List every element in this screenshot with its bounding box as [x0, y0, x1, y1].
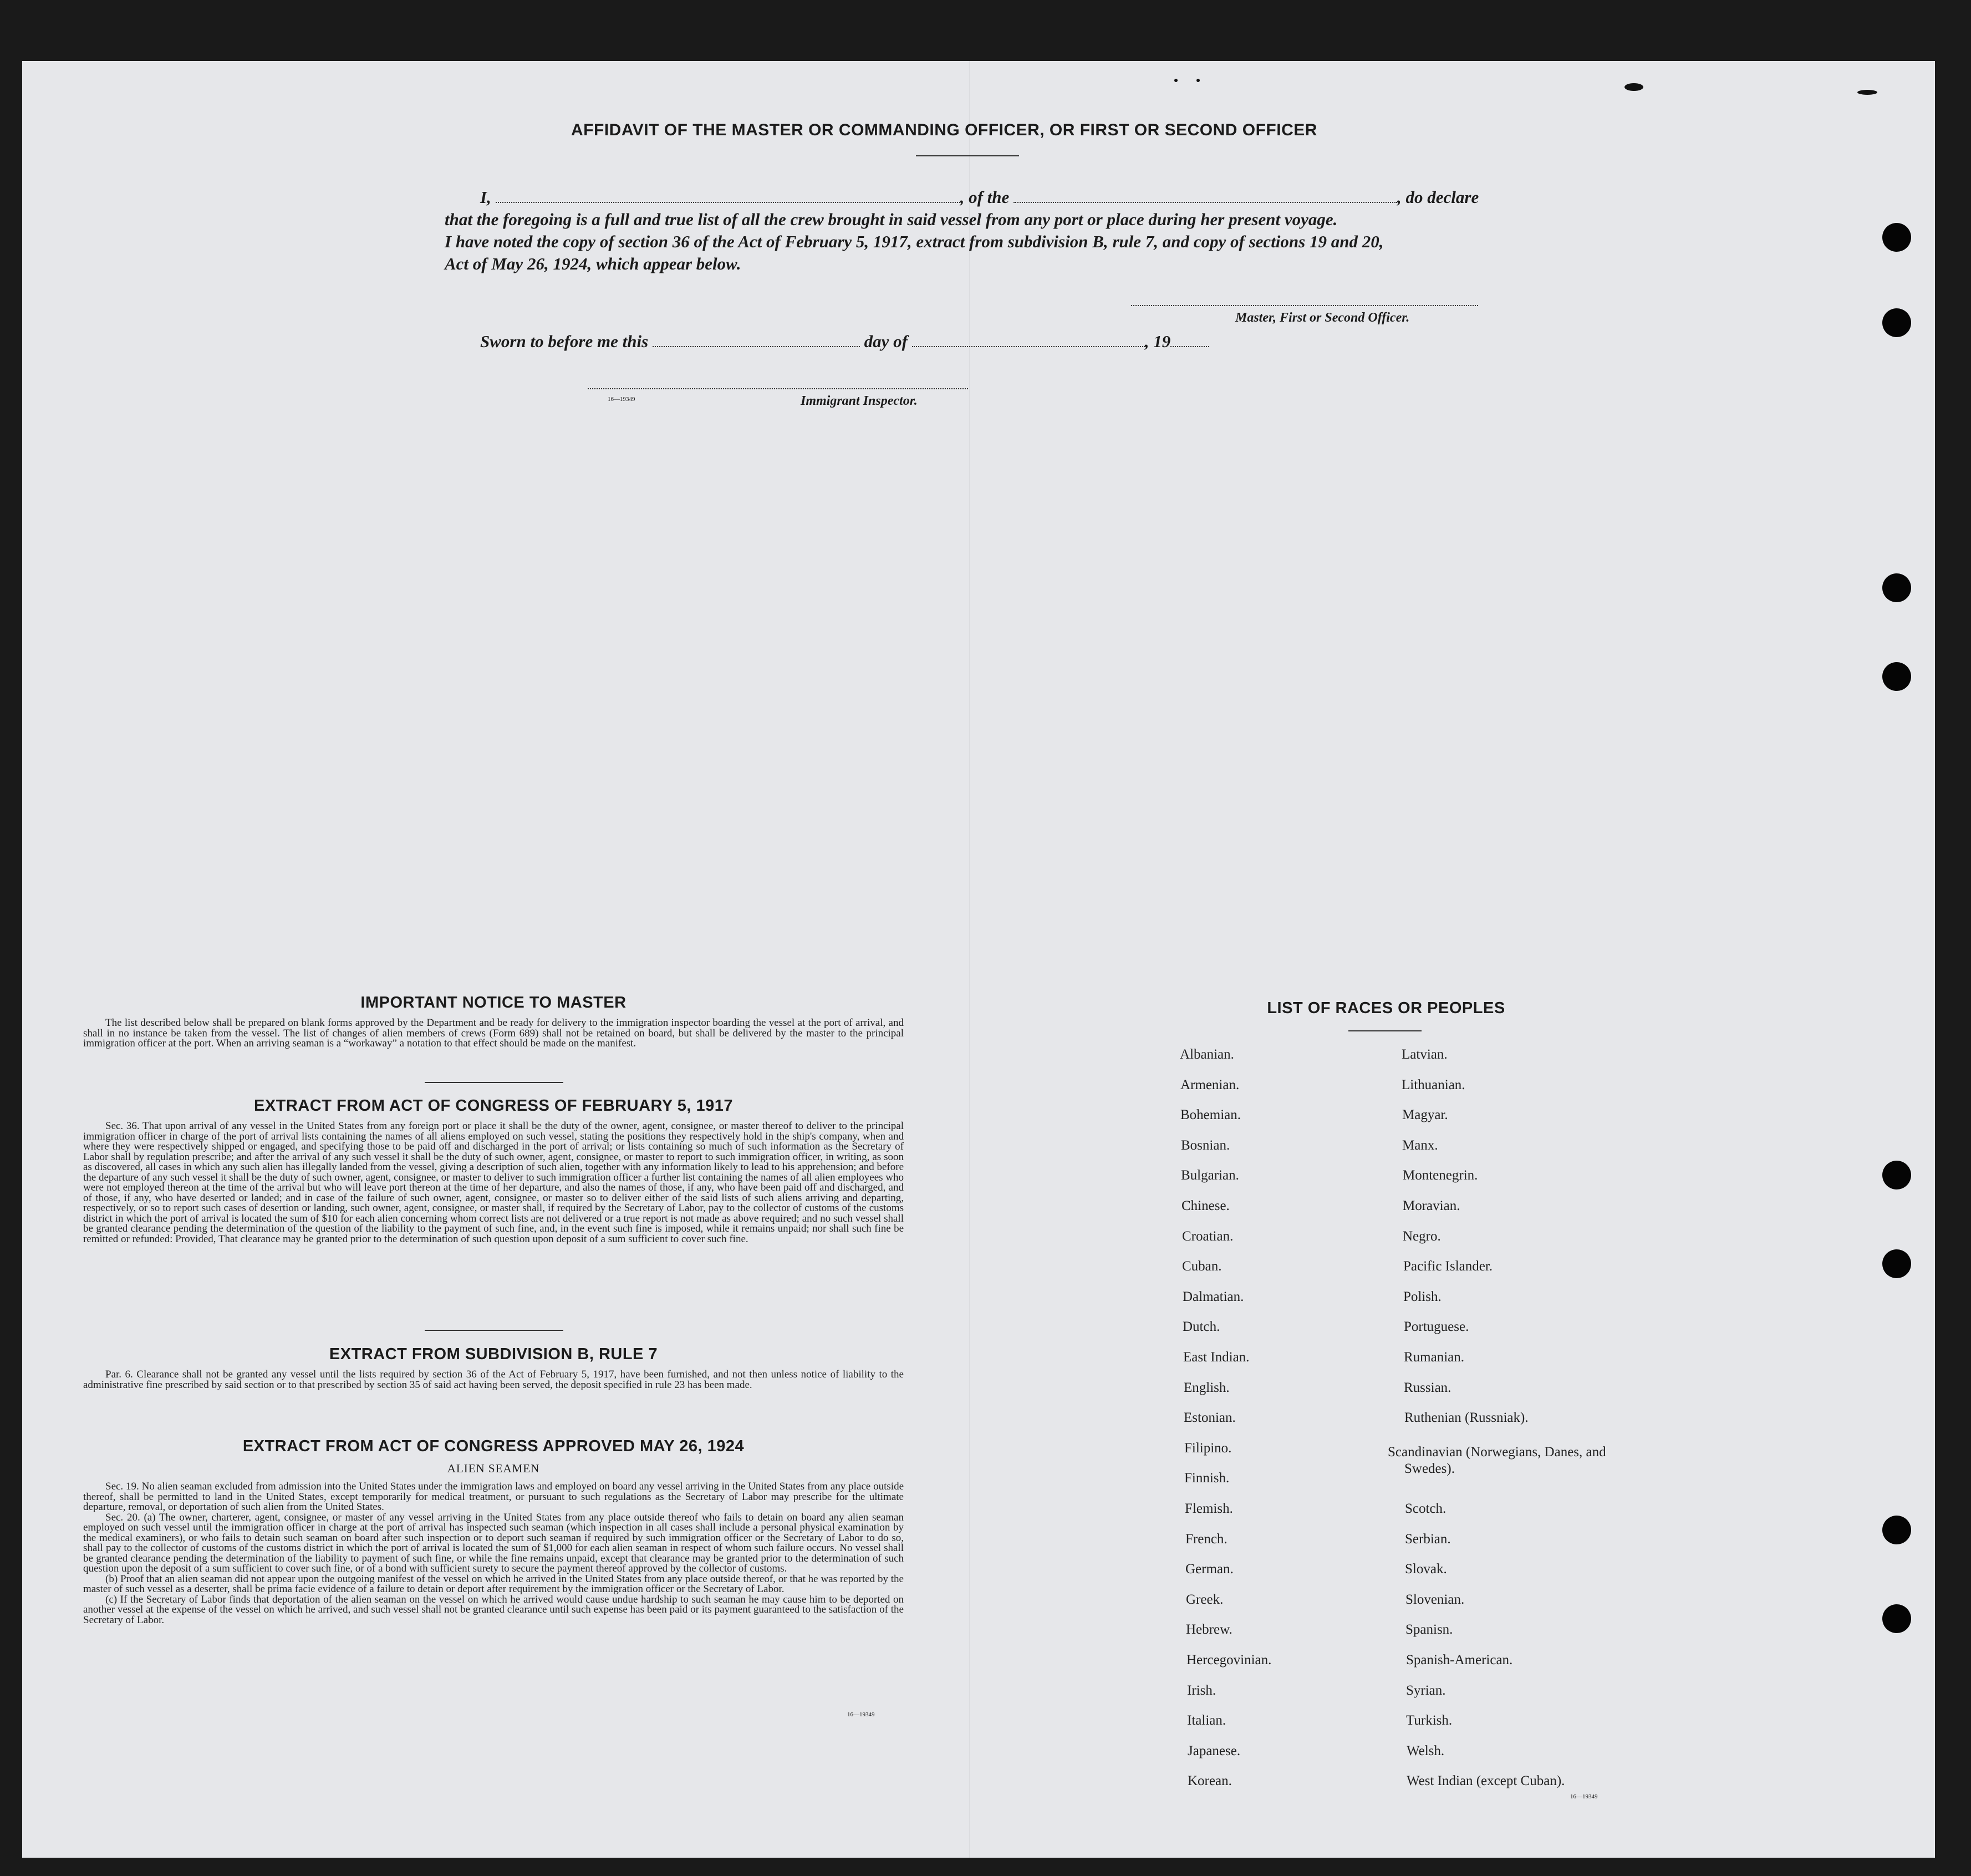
sworn-line — [480, 332, 1209, 352]
race-item: Dalmatian. — [1183, 1289, 1244, 1304]
punch-hole — [1882, 1161, 1911, 1189]
race-item: Irish. — [1187, 1683, 1216, 1698]
punch-hole — [1882, 308, 1911, 337]
divider — [425, 1330, 563, 1331]
affidavit-line-3: I have noted the copy of section 36 of the Act of February 5, 1917, extract from subdivision B, rule 7, and copy of sections 19 and 20, — [445, 232, 1384, 251]
notice-text — [83, 1018, 904, 1049]
section-20a-paragraph: Sec. 20. (a) The owner, charterer, agent, consignee, or master of any vessel arriving in the United States from any place outside thereof who fails to detain on board any alien seaman employed on such vessel until the immigration officer in charge at the port of arrival has inspected such seaman (which inspection in all cases shall include a personal physical examination by the medical examiners), or who fails to detain such seaman on board after such inspection or to deport such seaman if required by such immigration officer or the Secretary of Labor to do so, shall pay to the collector of customs of the customs district in which the port of arrival is located the sum of $1,000 for each alien seaman in respect of whom such failure occurs. No vessel shall be granted clearance pending the determination of the liability to payment of such fine, or while the fine remains unpaid, except that clearance may be granted prior to the determination of such question upon the deposit of a sum sufficient to cover such fine, or of a bond with sufficient surety to secure the payment thereof approved by the collector of customs. — [83, 1511, 904, 1574]
race-item: Hercegovinian. — [1186, 1653, 1272, 1667]
race-item: Negro. — [1403, 1229, 1441, 1244]
race-item: Ruthenian (Russniak). — [1404, 1410, 1529, 1425]
affidavit-line-4: Act of May 26, 1924, which appear below. — [445, 254, 741, 273]
race-item: Polish. — [1403, 1289, 1442, 1304]
race-item: Japanese. — [1188, 1743, 1241, 1758]
race-item: Welsh. — [1407, 1743, 1445, 1758]
race-item: Portuguese. — [1404, 1319, 1469, 1334]
race-item: Bosnian. — [1181, 1138, 1230, 1153]
section-20b-paragraph: (b) Proof that an alien seaman did not appear upon the outgoing manifest of the vessel on which he arrived in the United States from any place outside thereof, or that he was reported by the master of such vessel as a deserter, shall be prima facie evidence of a failure to detain or deport after requirement by the immigration officer or the Secretary of Labor. — [83, 1573, 904, 1595]
race-item: Finnish. — [1184, 1471, 1230, 1486]
sworn-year: , 19 — [1144, 332, 1171, 351]
section-19-paragraph: Sec. 19. No alien seaman excluded from admission into the United States under the immigration laws and employed on board any vessel arriving in the United States from any place outside thereof, shall be permitted to land in the United States, except temporarily for medical treatment, or pursuant to such regulations as the Secretary of Labor may prescribe for the ultimate departure, removal, or deportation of such alien from the United States. — [83, 1481, 904, 1513]
punch-hole — [1882, 1604, 1911, 1633]
race-item: Lithuanian. — [1402, 1077, 1465, 1092]
inspector-signature-line[interactable] — [588, 388, 968, 389]
affidavit-line1-mid: , of the — [960, 187, 1010, 207]
race-item: Moravian. — [1403, 1198, 1460, 1213]
affidavit-line-2: that the foregoing is a full and true list of all the crew brought in said vessel from any port or place during her present voyage. — [445, 210, 1338, 229]
master-signature-label: Master, First or Second Officer. — [1235, 311, 1410, 325]
vessel-blank[interactable] — [1013, 197, 1397, 203]
race-item: Bohemian. — [1180, 1107, 1241, 1122]
race-item: Serbian. — [1405, 1532, 1451, 1547]
divider — [425, 1082, 563, 1083]
rule7-title: EXTRACT FROM SUBDIVISION B, RULE 7 — [329, 1345, 658, 1363]
race-item: Latvian. — [1402, 1047, 1448, 1062]
title-divider — [916, 155, 1019, 156]
extract-1924-text — [83, 1482, 904, 1625]
race-item: Italian. — [1187, 1713, 1226, 1728]
name-blank[interactable] — [496, 197, 960, 203]
punch-hole — [1882, 573, 1911, 602]
sworn-day-blank[interactable] — [653, 342, 860, 347]
race-item: Pacific Islander. — [1403, 1259, 1493, 1274]
affidavit-line-1 — [480, 187, 1479, 207]
extract-1917-text — [83, 1121, 904, 1244]
form-number-top: 16—19349 — [608, 396, 635, 403]
race-item: German. — [1185, 1562, 1234, 1577]
race-item: Slovak. — [1405, 1562, 1447, 1577]
race-item: Montenegrin. — [1403, 1168, 1478, 1183]
extract-1917-title: EXTRACT FROM ACT OF CONGRESS OF FEBRUARY 5, 1917 — [253, 1097, 734, 1115]
race-item: Hebrew. — [1186, 1622, 1232, 1637]
punch-hole — [1882, 1516, 1911, 1544]
page-fold — [969, 61, 970, 1858]
race-item: Syrian. — [1406, 1683, 1446, 1698]
race-item: Flemish. — [1185, 1501, 1233, 1516]
ink-speck — [1196, 79, 1200, 82]
par6-paragraph: Par. 6. Clearance shall not be granted any vessel until the lists required by section 36 of the Act of February 5, 1917, have been furnished, and not then unless notice of liability to the administrative fine prescribed by said section or to that prescribed by section 35 of said act having been served, the deposit specified in rule 23 has been made. — [83, 1369, 904, 1391]
race-item: Bulgarian. — [1181, 1168, 1239, 1183]
extract-1924-title: EXTRACT FROM ACT OF CONGRESS APPROVED MAY 26, 1924 — [242, 1437, 745, 1455]
alien-seamen-subtitle: ALIEN SEAMEN — [447, 1462, 540, 1475]
sworn-year-blank[interactable] — [1170, 342, 1209, 347]
race-item: East Indian. — [1183, 1350, 1250, 1365]
punch-hole — [1882, 223, 1911, 252]
inspector-label: Immigrant Inspector. — [801, 394, 918, 408]
race-item: Dutch. — [1183, 1319, 1220, 1334]
race-item: Chinese. — [1181, 1198, 1230, 1213]
race-item: Cuban. — [1182, 1259, 1222, 1274]
race-item: Albanian. — [1180, 1047, 1234, 1062]
race-item: Armenian. — [1180, 1077, 1240, 1092]
race-item: Estonian. — [1184, 1410, 1236, 1425]
race-item: Croatian. — [1182, 1229, 1234, 1244]
race-item: Spanisn. — [1405, 1622, 1453, 1637]
ink-speck — [1857, 90, 1877, 95]
notice-paragraph: The list described below shall be prepared on blank forms approved by the Department and be ready for delivery to the immigration inspector boarding the vessel at the port of arrival, and shall in no instance be taken from the vessel. The list of changes of alien members of crews (Form 689) shall not be retained on board, but shall be delivered by the master to the principal immigration officer at the port. When an arriving seaman is a “workaway” a notation to that effect should be made on the manifest. — [83, 1017, 904, 1049]
section-20c-paragraph: (c) If the Secretary of Labor finds that deportation of the alien seaman on the vessel on which he arrived would cause undue hardship to such seaman he may cause him to be deported on another vessel at the expense of the vessel on which he arrived, and such vessel shall not be granted clearance until such expense has been paid or its payment guaranteed to the satisfaction of the Secretary of Labor. — [83, 1593, 904, 1626]
section-36-paragraph: Sec. 36. That upon arrival of any vessel in the United States from any foreign port or place it shall be the duty of the owner, agent, consignee, or master thereof to deliver to the principal immigration officer in charge of the port of arrival lists containing the names of all aliens employed on such vessel, stating the positions they respectively hold in the ship's company, when and where they were respectively shipped or engaged, and specifying those to be paid off and discharged in the port of arrival; or lists containing so much of such information as the Secretary of Labor shall by regulation prescribe; and after the arrival of any such vessel it shall be the duty of such owner, agent, consignee, or master to report to such immigration officer, in writing, as soon as discovered, all cases in which any such alien has illegally landed from the vessel, giving a description of such alien, together with any information likely to lead to his apprehension; and before the departure of any such vessel it shall be the duty of such owner, agent, consignee, or master to deliver to such immigration officer a further list containing the names of all alien employees who were not employed thereon at the time of the arrival but who will leave port thereon at the time of her departure, and also the names of those, if any, who have been paid off and discharged, and of those, if any, who have deserted or landed; and in case of the failure of such owner, agent, consignee, or master so to deliver either of the said lists of such aliens arriving and departing, respectively, or so to report such cases of desertion or landing, such owner, agent, consignee, or master shall, if required by the Secretary of Labor, pay to the collector of customs of the customs district in which the port of arrival is located the sum of $10 for each alien concerning whom correct lists are not delivered or a true report is not made as above required; and no such vessel shall be granted clearance pending the determination of the question of the liability to the payment of such fine, and, in the event such fine is imposed, while it remains unpaid; nor shall such fine be remitted or refunded: Provided, That clearance may be granted prior to the determination of such question upon deposit of a sum sufficient to cover such fine. — [83, 1120, 904, 1245]
race-item: French. — [1185, 1532, 1228, 1547]
notice-title: IMPORTANT NOTICE TO MASTER — [360, 994, 627, 1011]
ink-speck — [1624, 83, 1643, 91]
punch-hole — [1882, 662, 1911, 691]
ink-speck — [1174, 79, 1178, 82]
sworn-day: day of — [864, 332, 908, 351]
race-item: Magyar. — [1402, 1107, 1448, 1122]
race-item: Scotch. — [1405, 1501, 1447, 1516]
affidavit-line1-end: , do declare — [1397, 187, 1479, 207]
form-number-right: 16—19349 — [1570, 1793, 1598, 1800]
race-item: Korean. — [1188, 1773, 1232, 1788]
sworn-start: Sworn to before me this — [480, 332, 649, 351]
affidavit-line1-start: I, — [480, 187, 491, 207]
race-item: Filipino. — [1184, 1441, 1232, 1456]
race-item: English. — [1184, 1380, 1230, 1395]
races-title: LIST OF RACES OR PEOPLES — [1267, 999, 1505, 1017]
race-item: Slovenian. — [1405, 1592, 1465, 1607]
race-item: West Indian (except Cuban). — [1407, 1773, 1565, 1788]
race-item: Spanish-American. — [1406, 1653, 1513, 1667]
races-divider — [1348, 1030, 1422, 1031]
race-item: Greek. — [1186, 1592, 1224, 1607]
race-item: Russian. — [1404, 1380, 1451, 1395]
affidavit-title: AFFIDAVIT OF THE MASTER OR COMMANDING OFFICER, OR FIRST OR SECOND OFFICER — [571, 121, 1317, 139]
rule7-text — [83, 1370, 904, 1390]
form-number-left: 16—19349 — [847, 1711, 875, 1718]
race-item: Rumanian. — [1404, 1350, 1465, 1365]
race-item: Manx. — [1402, 1138, 1438, 1153]
race-item: Turkish. — [1406, 1713, 1453, 1728]
sworn-month-blank[interactable] — [912, 342, 1145, 347]
master-signature-line[interactable] — [1131, 305, 1478, 306]
race-item: Scandinavian (Norwegians, Danes, and Swedes). — [1388, 1445, 1606, 1476]
punch-hole — [1882, 1249, 1911, 1278]
